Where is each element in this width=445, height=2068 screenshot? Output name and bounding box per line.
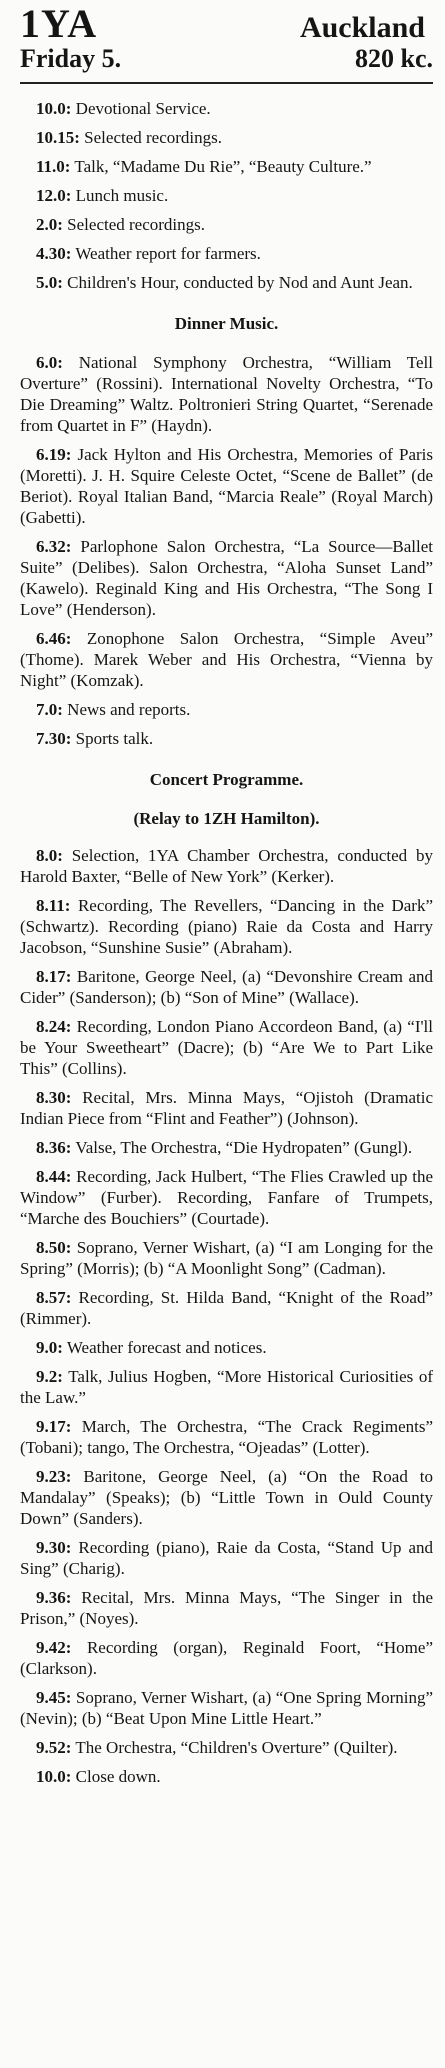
entry-description: Selected recordings. <box>79 128 223 147</box>
schedule-entry <box>20 536 433 620</box>
entry-description: Devotional Service. <box>71 99 211 118</box>
entry-time: 8.11: <box>36 896 71 915</box>
entry-description: Sports talk. <box>71 729 154 748</box>
schedule-entry <box>20 352 433 436</box>
entry-time: 11.0: <box>36 157 71 176</box>
entry-description: Selected recordings. <box>62 215 206 234</box>
entry-description: Jack Hylton and His Orchestra, Memories of Paris (Moretti). J. H. Squire Celeste Octet, “Scene de Ballet” (de Beriot). Royal Italian Band, “Marcia Reale” (Royal March) (Gabetti). <box>20 445 433 527</box>
entry-description: Recording, Jack Hulbert, “The Flies Crawled up the Window” (Furber). Recording, Fanfare of Trumpets, “Marche des Bouchiers” (Courtade). <box>20 1167 433 1228</box>
entry-description: Lunch music. <box>71 186 169 205</box>
schedule-entry <box>20 728 433 749</box>
entry-description: Recording (organ), Reginald Foort, “Home” (Clarkson). <box>20 1638 433 1678</box>
entry-description: Parlophone Salon Orchestra, “La Source—Ballet Suite” (Delibes). Salon Orchestra, “Aloha Sunset Land” (Kawelo). Reginald King and His Orchestra, “The Song I Love” (Henderson). <box>20 537 433 619</box>
concert-programme-heading: Concert Programme. <box>149 770 304 789</box>
entry-description: Soprano, Verner Wishart, (a) “I am Longing for the Spring” (Morris); (b) “A Moonlight Song” (Cadman). <box>20 1238 433 1278</box>
schedule-entry <box>20 1537 433 1579</box>
entry-description: March, The Orchestra, “The Crack Regiments” (Tobani); tango, The Orchestra, “Ojeadas” (Lotter). <box>20 1417 433 1457</box>
entry-time: 9.0: <box>36 1338 63 1357</box>
schedule-entry <box>20 699 433 720</box>
entry-time: 6.19: <box>36 445 72 464</box>
schedule-entry <box>20 1237 433 1279</box>
schedule-entry <box>20 895 433 958</box>
schedule-entry <box>20 127 433 148</box>
schedule-entry <box>20 1337 433 1358</box>
entry-time: 9.52: <box>36 1738 72 1757</box>
concert-programme-schedule <box>20 845 433 1787</box>
entry-description: Zonophone Salon Orchestra, “Simple Aveu” (Thome). Marek Weber and His Orchestra, “Vienna by Night” (Komzak). <box>20 629 433 690</box>
entry-time: 9.30: <box>36 1538 72 1557</box>
schedule-entry <box>20 1737 433 1758</box>
schedule-entry <box>20 1637 433 1679</box>
schedule-entry <box>20 628 433 691</box>
entry-description: Recording, The Revellers, “Dancing in the Dark” (Schwartz). Recording (piano) Raie da Costa and Harry Jacobson, “Sunshine Susie” (Abraham). <box>20 896 433 957</box>
entry-time: 8.50: <box>36 1238 72 1257</box>
dinner-music-heading: Dinner Music. <box>174 314 279 333</box>
entry-time: 10.15: <box>36 128 80 147</box>
schedule-entry <box>20 966 433 1008</box>
entry-description: Recording, London Piano Accordeon Band, (a) “I'll be Your Sweetheart” (Dacre); (b) “Are We to Part Like This” (Collins). <box>20 1017 433 1078</box>
programme-header <box>20 1 433 46</box>
entry-time: 8.57: <box>36 1288 72 1307</box>
schedule-entry <box>20 1166 433 1229</box>
entry-time: 10.0: <box>36 1767 72 1786</box>
entry-time: 8.17: <box>36 967 72 986</box>
entry-description: Baritone, George Neel, (a) “Devonshire Cream and Cider” (Sanderson); (b) “Son of Mine” (Wallace). <box>20 967 433 1007</box>
station-call-sign: 1YA <box>20 1 98 46</box>
entry-description: Children's Hour, conducted by Nod and Aunt Jean. <box>62 273 413 292</box>
header-divider <box>20 82 433 84</box>
entry-description: Close down. <box>71 1767 161 1786</box>
entry-time: 9.17: <box>36 1417 72 1436</box>
schedule-entry <box>20 444 433 528</box>
schedule-entry <box>20 156 433 177</box>
entry-description: Talk, “Madame Du Rie”, “Beauty Culture.” <box>70 157 372 176</box>
schedule-entry <box>20 1016 433 1079</box>
entry-description: The Orchestra, “Children's Overture” (Quilter). <box>71 1738 398 1757</box>
entry-description: Weather forecast and notices. <box>62 1338 267 1357</box>
schedule-entry <box>20 1287 433 1329</box>
entry-description: Recital, Mrs. Minna Mays, “The Singer in the Prison,” (Noyes). <box>20 1588 433 1628</box>
entry-description: Selection, 1YA Chamber Orchestra, conducted by Harold Baxter, “Belle of New York” (Kerker). <box>20 846 433 886</box>
concert-relay-note: (Relay to 1ZH Hamilton). <box>133 809 320 828</box>
dinner-music-schedule <box>20 352 433 749</box>
entry-description: Talk, Julius Hogben, “More Historical Curiosities of the Law.” <box>20 1367 433 1407</box>
entry-description: Weather report for farmers. <box>71 244 261 263</box>
entry-description: Recording, St. Hilda Band, “Knight of the Road” (Rimmer). <box>20 1288 433 1328</box>
schedule-entry <box>20 243 433 264</box>
entry-time: 7.0: <box>36 700 63 719</box>
morning-schedule <box>20 98 433 293</box>
entry-description: Soprano, Verner Wishart, (a) “One Spring Morning” (Nevin); (b) “Beat Upon Mine Little Heart.” <box>20 1688 433 1728</box>
schedule-entry <box>20 1687 433 1729</box>
schedule-entry <box>20 185 433 206</box>
entry-time: 12.0: <box>36 186 72 205</box>
entry-time: 7.30: <box>36 729 72 748</box>
schedule-entry <box>20 1587 433 1629</box>
entry-description: Valse, The Orchestra, “Die Hydropaten” (Gungl). <box>71 1138 413 1157</box>
schedule-entry <box>20 272 433 293</box>
entry-time: 8.44: <box>36 1167 72 1186</box>
entry-time: 8.0: <box>36 846 63 865</box>
entry-time: 9.42: <box>36 1638 72 1657</box>
entry-time: 10.0: <box>36 99 72 118</box>
entry-time: 6.0: <box>36 353 63 372</box>
entry-time: 2.0: <box>36 215 63 234</box>
schedule-entry <box>20 1466 433 1529</box>
entry-time: 8.36: <box>36 1138 72 1157</box>
entry-time: 9.23: <box>36 1467 72 1486</box>
schedule-entry <box>20 1087 433 1129</box>
programme-day: Friday 5. <box>20 44 122 73</box>
entry-time: 9.45: <box>36 1688 72 1707</box>
entry-time: 9.2: <box>36 1367 63 1386</box>
schedule-entry <box>20 1766 433 1787</box>
entry-description: Recital, Mrs. Minna Mays, “Ojistoh (Dramatic Indian Piece from “Flint and Feather”) (Johnson). <box>20 1088 433 1128</box>
entry-time: 5.0: <box>36 273 63 292</box>
schedule-entry <box>20 1137 433 1158</box>
entry-time: 4.30: <box>36 244 72 263</box>
schedule-entry <box>20 98 433 119</box>
entry-time: 8.24: <box>36 1017 72 1036</box>
entry-description: Recording (piano), Raie da Costa, “Stand Up and Sing” (Charig). <box>20 1538 433 1578</box>
entry-time: 9.36: <box>36 1588 72 1607</box>
entry-description: Baritone, George Neel, (a) “On the Road to Mandalay” (Speaks); (b) “Little Town in Ould County Down” (Sanders). <box>20 1467 433 1528</box>
entry-description: News and reports. <box>62 700 191 719</box>
entry-time: 6.46: <box>36 629 72 648</box>
schedule-entry <box>20 845 433 887</box>
entry-time: 6.32: <box>36 537 72 556</box>
schedule-entry <box>20 214 433 235</box>
schedule-entry <box>20 1366 433 1408</box>
entry-description: National Symphony Orchestra, “William Tell Overture” (Rossini). International Novelty Orchestra, “To Die Dreaming” Waltz. Poltronieri String Quartet, “Serenade from Quartet in F” (Haydn). <box>20 353 433 435</box>
schedule-entry <box>20 1416 433 1458</box>
station-frequency: 820 kc. <box>355 44 433 73</box>
programme-subheader <box>20 44 433 74</box>
entry-time: 8.30: <box>36 1088 72 1107</box>
station-city: Auckland <box>299 11 425 44</box>
